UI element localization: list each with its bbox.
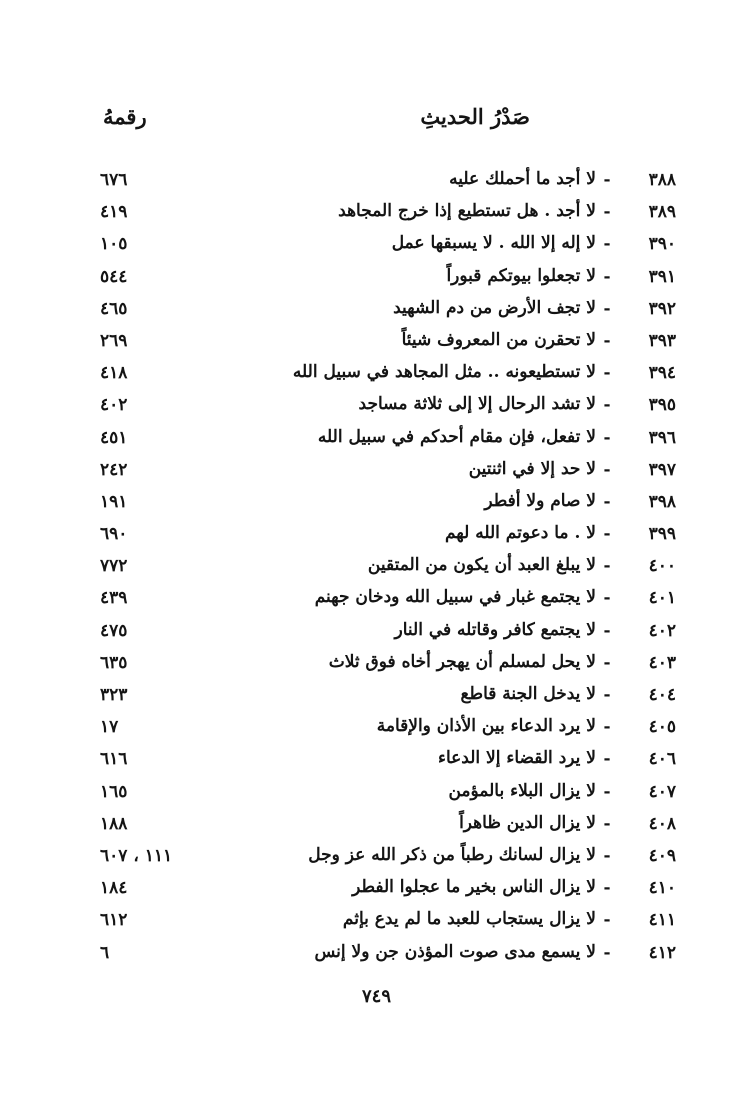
entry-text: لا أجد . هل تستطيع إذا خرج المجاهد	[338, 201, 596, 222]
entry-text: لا تجف الأرض من دم الشهيد	[393, 297, 596, 318]
index-entries	[0, 168, 752, 973]
entry-reference: ٦٧٦	[100, 170, 128, 190]
entry-text: لا يحل لمسلم أن يهجر أخاه فوق ثلاث	[328, 651, 596, 672]
index-entry	[0, 844, 752, 876]
index-entry	[0, 265, 752, 297]
index-entry	[0, 393, 752, 425]
entry-dash: -	[603, 717, 611, 738]
entry-reference: ٤٧٥	[100, 620, 128, 641]
index-entry	[0, 329, 752, 361]
entry-text: لا تشد الرحال إلا إلى ثلاثة مساجد	[358, 394, 596, 415]
entry-reference: ١٨٤	[100, 878, 128, 899]
index-entry	[0, 361, 752, 393]
entry-dash: -	[603, 170, 611, 190]
entry-number: ٣٩٥	[648, 395, 676, 416]
entry-number: ٣٩١	[648, 266, 676, 287]
entry-text: لا تجعلوا بيوتكم قبوراً	[446, 265, 596, 286]
entry-text: لا يدخل الجنة قاطع	[460, 684, 596, 704]
index-entry	[0, 619, 752, 651]
entry-reference: ١٨٨	[100, 813, 128, 834]
entry-text: لا يرد القضاء إلا الدعاء	[437, 748, 596, 769]
entry-dash: -	[603, 910, 611, 931]
index-entry	[0, 586, 752, 618]
index-entry	[0, 941, 752, 973]
entry-number: ٤١٠	[648, 878, 676, 899]
entry-dash: -	[603, 202, 611, 223]
entry-text: لا يسمع مدى صوت المؤذن جن ولا إنس	[314, 941, 596, 962]
entry-dash: -	[603, 459, 611, 480]
entry-dash: -	[603, 588, 611, 609]
entry-text: لا حد إلا في اثنتين	[468, 458, 596, 479]
entry-dash: -	[603, 395, 611, 416]
entry-reference: ٦٣٥	[100, 652, 128, 673]
index-entry	[0, 780, 752, 812]
entry-reference: ١٩١	[100, 491, 128, 512]
entry-dash: -	[603, 363, 611, 384]
entry-text: لا أجد ما أحملك عليه	[449, 169, 596, 189]
entry-reference: ٢٦٩	[100, 330, 128, 351]
index-entry	[0, 908, 752, 940]
entry-dash: -	[603, 298, 611, 319]
entry-number: ٤١١	[648, 910, 676, 931]
entry-text: لا صام ولا أفطر	[484, 490, 596, 511]
entry-text: لا يزال لسانك رطباً من ذكر الله عز وجل	[308, 844, 596, 865]
entry-text: لا تحقرن من المعروف شيئاً	[401, 329, 596, 350]
entry-dash: -	[603, 781, 611, 802]
entry-dash: -	[603, 330, 611, 351]
entry-dash: -	[603, 942, 611, 963]
entry-reference: ٦٩٠	[100, 524, 128, 545]
index-entry	[0, 522, 752, 554]
column-header-hadith-start: صَدْرُ الحديثِ	[420, 104, 530, 129]
index-entry	[0, 168, 752, 200]
entry-number: ٣٩٢	[648, 298, 676, 319]
entry-text: لا يجتمع غبار في سبيل الله ودخان جهنم	[314, 587, 596, 608]
index-entry	[0, 812, 752, 844]
entry-dash: -	[603, 652, 611, 673]
entry-text: لا يزال البلاء بالمؤمن	[448, 780, 596, 801]
index-entry	[0, 490, 752, 522]
entry-number: ٤٠٠	[648, 556, 676, 577]
entry-number: ٤٠٥	[648, 717, 676, 738]
entry-number: ٤٠٢	[648, 620, 676, 641]
entry-number: ٤٠٤	[648, 685, 676, 705]
entry-dash: -	[603, 427, 611, 448]
entry-dash: -	[603, 813, 611, 834]
entry-dash: -	[603, 620, 611, 641]
entry-number: ٣٩٨	[648, 491, 676, 512]
entry-number: ٣٨٩	[648, 202, 676, 223]
index-entry	[0, 200, 752, 232]
entry-reference: ٦١٦	[100, 749, 128, 770]
entry-number: ٣٩٠	[648, 234, 676, 255]
entry-dash: -	[603, 556, 611, 577]
entry-number: ٣٩٣	[648, 330, 676, 351]
index-entry	[0, 232, 752, 264]
entry-dash: -	[603, 234, 611, 255]
page-number: ٧٤٩	[362, 986, 392, 1007]
entry-number: ٤٠٩	[648, 845, 676, 866]
index-entry	[0, 651, 752, 683]
index-entry	[0, 683, 752, 715]
entry-reference: ١٦٥	[100, 781, 128, 802]
entry-text: لا يبلغ العبد أن يكون من المتقين	[367, 555, 596, 576]
index-entry	[0, 297, 752, 329]
entry-text: لا يزال الناس بخير ما عجلوا الفطر	[352, 877, 596, 898]
entry-number: ٤٠٨	[648, 813, 676, 834]
entry-reference: ٣٢٣	[100, 685, 128, 705]
index-entry	[0, 747, 752, 779]
entry-reference: ٤٦٥	[100, 298, 128, 319]
entry-text: لا . ما دعوتم الله لهم	[444, 523, 596, 544]
entry-reference: ١٧	[100, 717, 119, 738]
entry-dash: -	[603, 524, 611, 545]
entry-text: لا تفعل، فإن مقام أحدكم في سبيل الله	[317, 426, 596, 447]
index-entry	[0, 554, 752, 586]
entry-reference: ٦١٢	[100, 910, 128, 931]
entry-reference: ٤٥١	[100, 427, 128, 448]
entry-dash: -	[603, 266, 611, 287]
entry-number: ٤٠٦	[648, 749, 676, 770]
entry-number: ٣٩٧	[648, 459, 676, 480]
entry-reference: ٤١٨	[100, 363, 128, 384]
entry-number: ٣٨٨	[648, 170, 676, 190]
entry-number: ٤١٢	[648, 942, 676, 963]
entry-reference: ٥٤٤	[100, 266, 128, 287]
index-entry	[0, 876, 752, 908]
entry-reference: ٤١٩	[100, 202, 128, 223]
entry-reference: ١١١ ، ٦٠٧	[100, 845, 173, 866]
entry-reference: ١٠٥	[100, 234, 128, 255]
entry-text: لا يزال يستجاب للعبد ما لم يدع بإثم	[342, 909, 596, 930]
entry-text: لا يرد الدعاء بين الأذان والإقامة	[376, 716, 596, 737]
entry-number: ٤٠١	[648, 588, 676, 609]
entry-number: ٤٠٧	[648, 781, 676, 802]
index-entry	[0, 458, 752, 490]
entry-number: ٤٠٣	[648, 652, 676, 673]
entry-dash: -	[603, 845, 611, 866]
entry-reference: ٤٠٢	[100, 395, 128, 416]
entry-reference: ٤٣٩	[100, 588, 128, 609]
entry-text: لا تستطيعونه .. مثل المجاهد في سبيل الله	[292, 362, 596, 383]
index-entry	[0, 426, 752, 458]
entry-reference: ٦	[100, 942, 110, 963]
entry-text: لا يجتمع كافر وقاتله في النار	[394, 619, 596, 640]
entry-number: ٣٩٦	[648, 427, 676, 448]
entry-reference: ٧٧٢	[100, 556, 128, 577]
entry-text: لا يزال الدين ظاهراً	[459, 812, 596, 833]
column-header-number: رقمهُ	[103, 104, 147, 129]
entry-number: ٣٩٩	[648, 524, 676, 545]
entry-dash: -	[603, 749, 611, 770]
entry-dash: -	[603, 491, 611, 512]
entry-dash: -	[603, 685, 611, 705]
index-entry	[0, 715, 752, 747]
entry-reference: ٢٤٢	[100, 459, 128, 480]
entry-text: لا إله إلا الله . لا يسبقها عمل	[391, 233, 596, 254]
entry-number: ٣٩٤	[648, 363, 676, 384]
entry-dash: -	[603, 878, 611, 899]
